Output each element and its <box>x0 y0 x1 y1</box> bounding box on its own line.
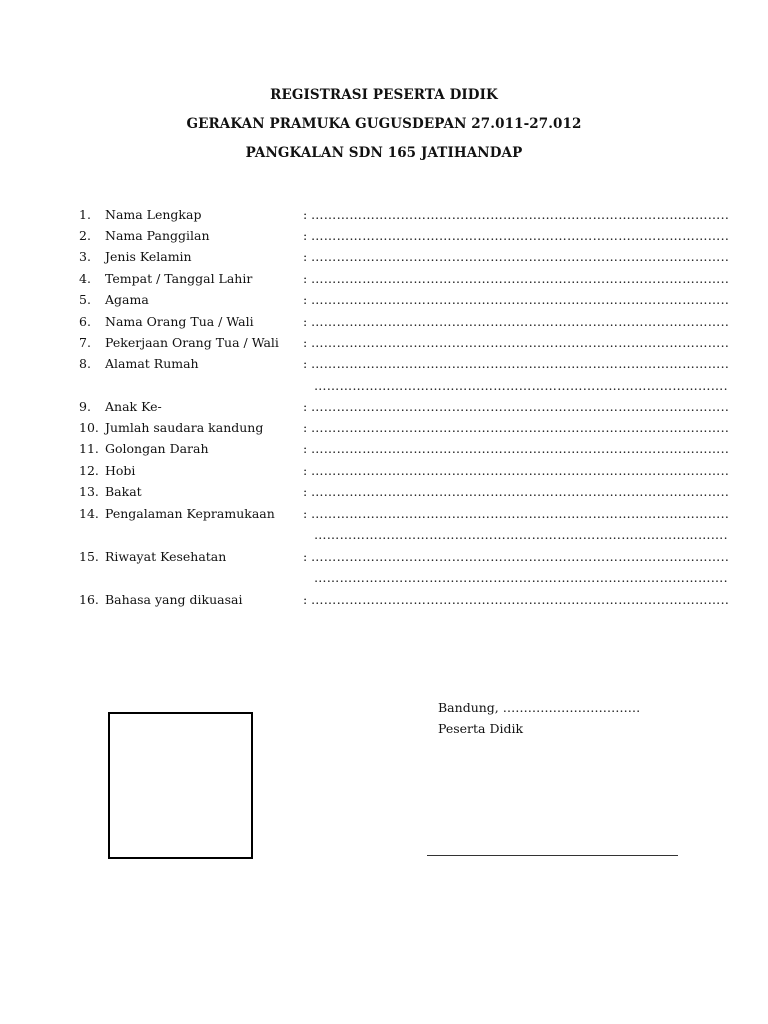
field-number: 14. <box>79 506 99 521</box>
field-nama-orang-tua[interactable] <box>0 311 768 332</box>
fill-in-line[interactable]: …………………………………………………………………………………….. <box>311 549 730 564</box>
field-number: 15. <box>79 549 99 564</box>
fill-in-line[interactable]: …………………………………………………………………………………….. <box>311 207 730 222</box>
fill-in-line[interactable]: …………………………………………………………………………………….. <box>311 249 730 264</box>
field-label: Bakat <box>105 484 142 499</box>
field-bahasa[interactable] <box>0 589 768 610</box>
field-label: Bahasa yang dikuasai <box>105 592 243 607</box>
field-colon: : <box>303 420 308 435</box>
field-pengalaman-kepramukaan[interactable] <box>0 503 768 524</box>
field-jenis-kelamin[interactable] <box>0 246 768 267</box>
fill-in-line[interactable]: …………………………………………………………………………………….. <box>311 441 730 456</box>
fill-in-line-continuation[interactable]: ……………………………………………………………………………………. <box>314 570 728 585</box>
field-label: Pekerjaan Orang Tua / Wali <box>105 335 279 350</box>
field-label: Pengalaman Kepramukaan <box>105 506 275 521</box>
field-riwayat-kesehatan[interactable] <box>0 546 768 567</box>
field-number: 5. <box>79 292 91 307</box>
fill-in-line[interactable]: …………………………………………………………………………………….. <box>311 292 730 307</box>
fill-in-line[interactable]: …………………………………………………………………………………….. <box>311 592 730 607</box>
field-alamat-rumah-continuation[interactable] <box>0 375 768 396</box>
field-number: 4. <box>79 271 91 286</box>
field-label: Alamat Rumah <box>105 356 199 371</box>
field-number: 1. <box>79 207 91 222</box>
field-number: 11. <box>79 441 99 456</box>
fill-in-line[interactable]: …………………………………………………………………………………….. <box>311 228 730 243</box>
field-label: Riwayat Kesehatan <box>105 549 227 564</box>
field-colon: : <box>303 249 308 264</box>
field-label: Golongan Darah <box>105 441 209 456</box>
field-pekerjaan-orang-tua[interactable] <box>0 332 768 353</box>
field-bakat[interactable] <box>0 481 768 502</box>
fill-in-line[interactable]: …………………………………………………………………………………….. <box>311 420 730 435</box>
fill-in-line[interactable]: …………………………………………………………………………………….. <box>311 335 730 350</box>
field-colon: : <box>303 228 308 243</box>
field-hobi[interactable] <box>0 460 768 481</box>
fill-in-line[interactable]: …………………………………………………………………………………….. <box>311 463 730 478</box>
field-riwayat-kesehatan-continuation[interactable] <box>0 567 768 588</box>
fill-in-line[interactable]: …………………………………………………………………………………….. <box>311 356 730 371</box>
form-subtitle-organization: GERAKAN PRAMUKA GUGUSDEPAN 27.011-27.012 <box>186 116 582 132</box>
field-colon: : <box>303 506 308 521</box>
field-colon: : <box>303 399 308 414</box>
signature-block <box>438 697 640 739</box>
fill-in-line[interactable]: …………………………………………………………………………………….. <box>311 484 730 499</box>
field-tempat-tanggal-lahir[interactable] <box>0 268 768 289</box>
field-colon: : <box>303 207 308 222</box>
form-title: REGISTRASI PESERTA DIDIK <box>270 87 498 103</box>
field-number: 9. <box>79 399 91 414</box>
photo-box <box>108 712 253 859</box>
field-anak-ke[interactable] <box>0 396 768 417</box>
field-agama[interactable] <box>0 289 768 310</box>
field-colon: : <box>303 292 308 307</box>
field-number: 7. <box>79 335 91 350</box>
field-label: Jenis Kelamin <box>105 249 192 264</box>
field-colon: : <box>303 463 308 478</box>
fill-in-line-continuation[interactable]: ……………………………………………………………………………………. <box>314 378 728 393</box>
signature-place-date[interactable]: Bandung, …………………………… <box>438 700 641 715</box>
field-colon: : <box>303 356 308 371</box>
field-number: 8. <box>79 356 91 371</box>
field-golongan-darah[interactable] <box>0 438 768 459</box>
field-number: 3. <box>79 249 91 264</box>
field-alamat-rumah[interactable] <box>0 353 768 374</box>
field-number: 2. <box>79 228 91 243</box>
field-label: Agama <box>105 292 149 307</box>
field-nama-panggilan[interactable] <box>0 225 768 246</box>
field-number: 6. <box>79 314 91 329</box>
fill-in-line[interactable]: …………………………………………………………………………………….. <box>311 271 730 286</box>
field-number: 12. <box>79 463 99 478</box>
field-nama-lengkap[interactable] <box>0 204 768 225</box>
field-jumlah-saudara[interactable] <box>0 417 768 438</box>
signature-role: Peserta Didik <box>438 721 524 736</box>
field-colon: : <box>303 592 308 607</box>
fill-in-line-continuation[interactable]: ……………………………………………………………………………………. <box>314 527 728 542</box>
field-label: Jumlah saudara kandung <box>105 420 264 435</box>
field-label: Anak Ke- <box>105 399 162 414</box>
field-colon: : <box>303 484 308 499</box>
fill-in-line[interactable]: …………………………………………………………………………………….. <box>311 506 730 521</box>
fill-in-line[interactable]: …………………………………………………………………………………….. <box>311 399 730 414</box>
signature-line[interactable] <box>427 855 678 856</box>
field-label: Nama Lengkap <box>105 207 202 222</box>
form-subtitle-school: PANGKALAN SDN 165 JATIHANDAP <box>245 145 523 161</box>
field-label: Tempat / Tanggal Lahir <box>105 271 253 286</box>
field-label: Nama Orang Tua / Wali <box>105 314 254 329</box>
field-colon: : <box>303 271 308 286</box>
fill-in-line[interactable]: …………………………………………………………………………………….. <box>311 314 730 329</box>
field-colon: : <box>303 441 308 456</box>
field-colon: : <box>303 335 308 350</box>
field-number: 16. <box>79 592 99 607</box>
field-pengalaman-kepramukaan-continuation[interactable] <box>0 524 768 545</box>
field-label: Hobi <box>105 463 136 478</box>
field-number: 10. <box>79 420 99 435</box>
field-colon: : <box>303 549 308 564</box>
field-label: Nama Panggilan <box>105 228 210 243</box>
field-number: 13. <box>79 484 99 499</box>
field-colon: : <box>303 314 308 329</box>
